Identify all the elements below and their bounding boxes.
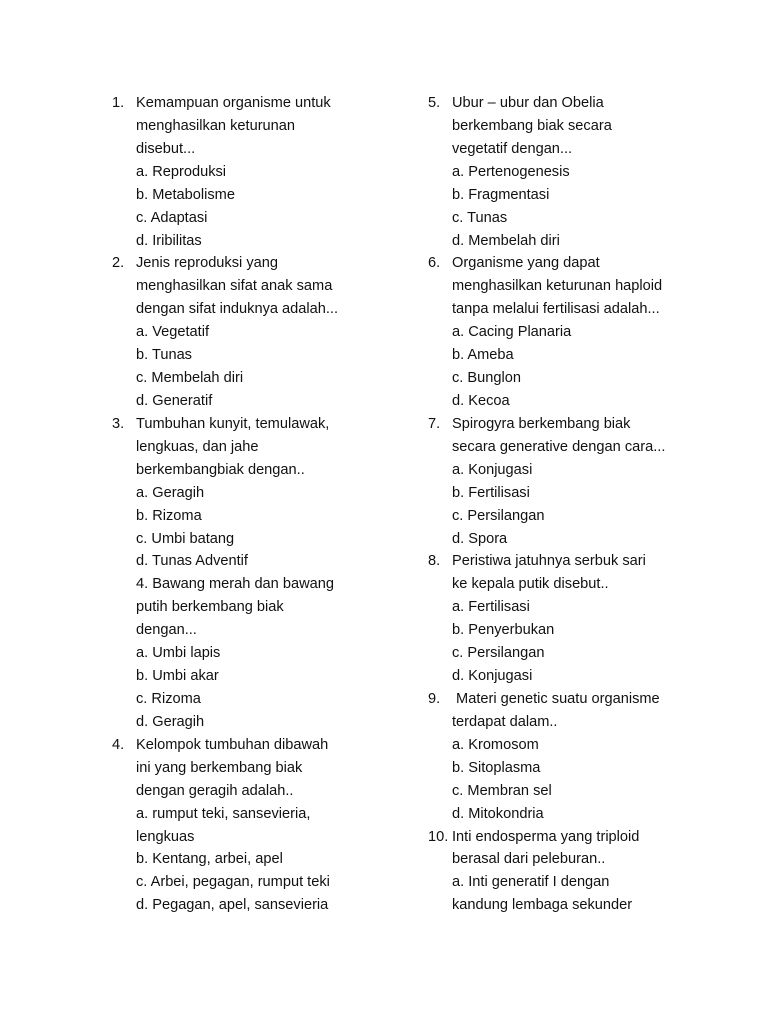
line-text: c. Tunas: [452, 209, 508, 226]
line-text: lengkuas: [136, 828, 195, 845]
line-text: c. Arbei, pegagan, rumput teki: [136, 874, 330, 891]
question-number: 9.: [428, 690, 441, 707]
line-text: dengan geragih adalah..: [136, 782, 294, 799]
line-text: disebut...: [136, 140, 196, 157]
text-line: [112, 230, 412, 253]
line-text: a. Inti generatif I dengan: [452, 874, 610, 891]
text-line: [428, 275, 728, 298]
line-text: b. Kentang, arbei, apel: [136, 851, 283, 868]
line-text: c. Umbi batang: [136, 530, 235, 547]
line-text: c. Membran sel: [452, 782, 552, 799]
question-line: [112, 413, 412, 436]
text-line: [428, 459, 728, 482]
text-line: [112, 367, 412, 390]
text-line: [428, 619, 728, 642]
question-number: 3.: [112, 415, 125, 432]
question-line: [428, 826, 728, 849]
line-text: a. Kromosom: [452, 736, 539, 753]
line-text: putih berkembang biak: [136, 599, 284, 616]
text-line: [112, 596, 412, 619]
line-text: d. Geragih: [136, 713, 205, 730]
text-line: [112, 138, 412, 161]
text-line: [112, 665, 412, 688]
line-text: Tumbuhan kunyit, temulawak,: [136, 415, 330, 432]
line-text: d. Iribilitas: [136, 232, 202, 249]
text-line: [428, 482, 728, 505]
text-line: [112, 184, 412, 207]
text-line: [112, 803, 412, 826]
question-line: [112, 734, 412, 757]
line-text: Materi genetic suatu organisme: [452, 690, 660, 707]
text-line: [428, 642, 728, 665]
text-line: [428, 138, 728, 161]
text-line: [428, 184, 728, 207]
line-text: terdapat dalam..: [452, 713, 558, 730]
line-text: berkembang biak secara: [452, 117, 612, 134]
question-number: 7.: [428, 415, 441, 432]
text-line: [428, 115, 728, 138]
text-line: [112, 573, 412, 596]
text-line: [112, 207, 412, 230]
text-line: [112, 894, 412, 917]
text-line: [112, 871, 412, 894]
question-column-right: [428, 92, 728, 917]
question-line: [112, 252, 412, 275]
text-line: [112, 115, 412, 138]
line-text: b. Metabolisme: [136, 186, 235, 203]
line-text: d. Mitokondria: [452, 805, 544, 822]
line-text: a. Reproduksi: [136, 163, 227, 180]
line-text: c. Bunglon: [452, 370, 521, 387]
text-line: [428, 230, 728, 253]
text-line: [428, 711, 728, 734]
line-text: Inti endosperma yang triploid: [452, 828, 640, 845]
text-line: [428, 505, 728, 528]
question-line: [428, 92, 728, 115]
line-text: d. Kecoa: [452, 392, 510, 409]
line-text: secara generative dengan cara...: [452, 438, 666, 455]
line-text: dengan sifat induknya adalah...: [136, 301, 339, 318]
line-text: menghasilkan keturunan: [136, 117, 296, 134]
text-line: [112, 550, 412, 573]
question-line: [428, 413, 728, 436]
question-number: 5.: [428, 95, 441, 111]
text-line: [428, 596, 728, 619]
line-text: b. Ameba: [452, 347, 514, 364]
line-text: lengkuas, dan jahe: [136, 438, 259, 455]
line-text: a. Fertilisasi: [452, 599, 530, 616]
text-line: [112, 390, 412, 413]
line-text: d. Spora: [452, 530, 508, 547]
text-line: [428, 848, 728, 871]
text-line: [112, 780, 412, 803]
line-text: kandung lembaga sekunder: [452, 897, 633, 914]
question-column-left: [112, 92, 412, 917]
text-line: [112, 482, 412, 505]
question-number: 8.: [428, 553, 441, 570]
line-text: berasal dari peleburan..: [452, 851, 606, 868]
text-line: [112, 344, 412, 367]
line-text: a. rumput teki, sansevieria,: [136, 805, 311, 822]
line-text: a. Vegetatif: [136, 324, 210, 341]
line-text: a. Cacing Planaria: [452, 324, 572, 341]
line-text: a. Geragih: [136, 484, 205, 501]
line-text: Jenis reproduksi yang: [136, 255, 278, 272]
text-line: [112, 298, 412, 321]
question-number: 6.: [428, 255, 441, 272]
text-line: [112, 275, 412, 298]
line-text: dengan...: [136, 622, 197, 639]
line-text: a. Konjugasi: [452, 461, 533, 478]
question-number: 4.: [112, 736, 125, 753]
text-line: [112, 711, 412, 734]
line-text: d. Generatif: [136, 392, 213, 409]
text-line: [428, 803, 728, 826]
text-line: [112, 757, 412, 780]
text-line: [112, 619, 412, 642]
line-text: b. Rizoma: [136, 507, 202, 524]
line-text: Kelompok tumbuhan dibawah: [136, 736, 329, 753]
line-text: Kemampuan organisme untuk: [136, 95, 331, 111]
line-text: d. Membelah diri: [452, 232, 560, 249]
text-line: [428, 298, 728, 321]
line-text: b. Penyerbukan: [452, 622, 555, 639]
question-number: 2.: [112, 255, 125, 272]
line-text: c. Adaptasi: [136, 209, 208, 226]
text-line: [428, 665, 728, 688]
line-text: b. Tunas: [136, 347, 192, 364]
line-text: b. Fertilisasi: [452, 484, 530, 501]
line-text: 4. Bawang merah dan bawang: [136, 576, 334, 593]
question-line: [428, 252, 728, 275]
text-line: [112, 642, 412, 665]
text-line: [428, 321, 728, 344]
text-line: [428, 528, 728, 551]
line-text: ini yang berkembang biak: [136, 759, 303, 776]
line-text: c. Rizoma: [136, 690, 201, 707]
text-line: [112, 688, 412, 711]
text-line: [428, 780, 728, 803]
text-line: [428, 367, 728, 390]
line-text: berkembangbiak dengan..: [136, 461, 305, 478]
text-line: [428, 436, 728, 459]
line-text: c. Persilangan: [452, 507, 545, 524]
line-text: a. Pertenogenesis: [452, 163, 570, 180]
text-line: [428, 757, 728, 780]
question-line: [112, 92, 412, 115]
text-line: [428, 161, 728, 184]
line-text: Peristiwa jatuhnya serbuk sari: [452, 553, 646, 570]
text-line: [112, 459, 412, 482]
text-line: [112, 528, 412, 551]
text-line: [428, 734, 728, 757]
line-text: Ubur – ubur dan Obelia: [452, 95, 604, 111]
text-line: [428, 894, 728, 917]
text-line: [112, 826, 412, 849]
text-line: [428, 871, 728, 894]
question-line: [428, 550, 728, 573]
text-line: [112, 436, 412, 459]
line-text: tanpa melalui fertilisasi adalah...: [452, 301, 660, 318]
line-text: a. Umbi lapis: [136, 645, 221, 662]
question-line: [428, 688, 728, 711]
text-line: [428, 390, 728, 413]
line-text: d. Konjugasi: [452, 668, 533, 685]
text-line: [112, 505, 412, 528]
text-line: [428, 344, 728, 367]
line-text: b. Sitoplasma: [452, 759, 541, 776]
line-text: menghasilkan sifat anak sama: [136, 278, 333, 295]
line-text: c. Membelah diri: [136, 370, 244, 387]
line-text: Organisme yang dapat: [452, 255, 600, 272]
line-text: d. Pegagan, apel, sansevieria: [136, 897, 329, 914]
text-line: [428, 207, 728, 230]
line-text: vegetatif dengan...: [452, 140, 573, 157]
question-number: 10.: [428, 828, 449, 845]
line-text: ke kepala putik disebut..: [452, 576, 609, 593]
line-text: b. Umbi akar: [136, 668, 219, 685]
text-line: [112, 848, 412, 871]
text-line: [112, 321, 412, 344]
line-text: menghasilkan keturunan haploid: [452, 278, 663, 295]
line-text: Spirogyra berkembang biak: [452, 415, 631, 432]
question-number: 1.: [112, 95, 125, 111]
line-text: b. Fragmentasi: [452, 186, 550, 203]
text-line: [428, 573, 728, 596]
line-text: c. Persilangan: [452, 645, 545, 662]
text-line: [112, 161, 412, 184]
line-text: d. Tunas Adventif: [136, 553, 248, 570]
